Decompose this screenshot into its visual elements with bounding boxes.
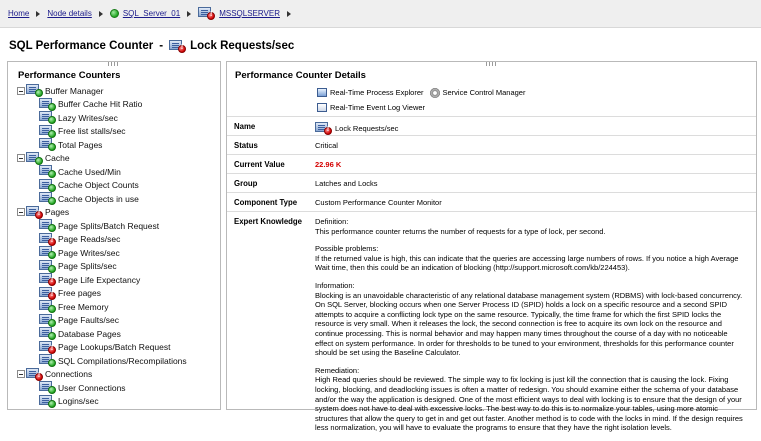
page-title-counter: Lock Requests/sec xyxy=(190,40,295,52)
tree-counter-node[interactable] xyxy=(17,233,221,247)
event-log-icon xyxy=(317,103,327,112)
detail-label: Status xyxy=(234,141,258,150)
status-ok-icon xyxy=(110,9,119,18)
event-log-label: Real-Time Event Log Viewer xyxy=(330,103,426,112)
tree-counter-node[interactable] xyxy=(17,314,221,328)
service-control-label: Service Control Manager xyxy=(442,88,526,97)
knowledge-information: Information: Blocking is an unavoidable characteristic of any relational database management system (RDBMS) with lock-based concurrency. On SQL Server, blocking occurs when one Server Process ID (SPID) holds a lock on a specific resource and a second SPID attempts to acquire a conflicting lock type on the same resource. Typically, the time frame for which the first SPID locks the resource is very small. When it releases the lock, the second connection is free to acquire its own lock on the resource and continue processing. This is normal behavior and may happen many times throughout the course of a day with no noticeable effect on system performance. In order for thresholds to be tuned to your environment, thresholds for this performance counter should be set using the Baseline Calculator. xyxy=(315,280,743,358)
counter-ok-icon xyxy=(39,138,56,151)
tree-node-label: Free Memory xyxy=(58,301,109,312)
service-control-link[interactable] xyxy=(430,88,526,98)
detail-row-status xyxy=(227,135,756,154)
collapse-icon[interactable] xyxy=(17,154,25,162)
knowledge-remediation: Remediation: High Read queries should be reviewed. The simple way to fix locking is just kill the connection that is causing the lock. Fixing locking, blocking, and deadlocking issues is often a matter of redesign. You should examine either the schema of your database and/or the way the application is designed. One of the most efficient ways to deal with locking is to ensure that the design of your system does not have to deal with excessive locks. The best way to do this is to normalize your tables, using more atomic structures that allow the query to get in and get out faster. Another method is to code with the locks in mind. If the design requires less normalization, you will have to evaluate the programs to ensure that they have the right isolation levels. xyxy=(315,365,743,433)
resize-grip-icon[interactable] xyxy=(486,62,498,66)
chevron-right-icon xyxy=(99,11,103,17)
tree-node-label: Cache Object Counts xyxy=(58,180,139,191)
tree-group-node[interactable] xyxy=(17,368,221,382)
detail-value-current: 22.96 K xyxy=(315,160,342,169)
tree-counter-node[interactable] xyxy=(17,273,221,287)
detail-value-name: Lock Requests/sec xyxy=(335,123,399,133)
tree-node-label: Page Splits/Batch Request xyxy=(58,220,160,231)
counter-ok-icon xyxy=(39,219,56,232)
detail-label: Group xyxy=(234,179,258,188)
counter-ok-icon xyxy=(39,246,56,259)
tree-node-label: Total Pages xyxy=(58,139,103,150)
breadcrumb-server[interactable] xyxy=(110,9,180,18)
detail-value-status: Critical xyxy=(315,141,338,150)
tree-counter-node[interactable] xyxy=(17,287,221,301)
detail-row-name xyxy=(227,116,756,135)
counter-ok-icon xyxy=(39,300,56,313)
tree-counter-node[interactable] xyxy=(17,381,221,395)
gear-icon xyxy=(430,88,440,98)
tree-node-label: Page Writes/sec xyxy=(58,247,120,258)
detail-label: Current Value xyxy=(234,160,285,169)
detail-value-wrap xyxy=(315,117,756,135)
detail-value-group: Latches and Locks xyxy=(315,179,378,188)
breadcrumb-home-link[interactable]: Home xyxy=(8,9,30,18)
counter-ok-icon xyxy=(39,111,56,124)
detail-label: Component Type xyxy=(234,198,298,207)
tree-counter-node[interactable] xyxy=(17,192,221,206)
tree-counter-node[interactable] xyxy=(17,125,221,139)
details-table xyxy=(227,116,756,441)
counter-ok-icon xyxy=(39,260,56,273)
tree-node-label: Page Splits/sec xyxy=(58,261,117,272)
breadcrumb-instance[interactable] xyxy=(198,7,280,20)
counter-ok-icon xyxy=(39,125,56,138)
tree-counter-node[interactable] xyxy=(17,300,221,314)
counter-critical-icon xyxy=(315,122,332,135)
detail-row-current-value xyxy=(227,154,756,173)
collapse-icon[interactable] xyxy=(17,208,25,216)
counter-ok-icon xyxy=(39,192,56,205)
tree-counter-node[interactable] xyxy=(17,219,221,233)
tree-node-label: User Connections xyxy=(58,382,126,393)
tree-counter-node[interactable] xyxy=(17,138,221,152)
tree-counter-node[interactable] xyxy=(17,260,221,274)
panel-title: Performance Counters xyxy=(18,70,121,81)
tree-node-label: Free pages xyxy=(58,288,101,299)
chevron-right-icon xyxy=(287,11,291,17)
counter-critical-icon xyxy=(26,368,43,381)
breadcrumb-node-details-link[interactable]: Node details xyxy=(47,9,92,18)
tree-node-label: Page Reads/sec xyxy=(58,234,121,245)
tree-counter-node[interactable] xyxy=(17,179,221,193)
tree-counter-node[interactable] xyxy=(17,341,221,355)
tree-node-label: Pages xyxy=(45,207,70,218)
tree-node-label: Cache Used/Min xyxy=(58,166,121,177)
tree-node-label: Page Lookups/Batch Request xyxy=(58,342,171,353)
tree-node-label: Logins/sec xyxy=(58,396,99,407)
counter-critical-icon xyxy=(39,273,56,286)
counter-tree xyxy=(17,84,221,408)
counter-critical-icon xyxy=(39,341,56,354)
breadcrumb-instance-link[interactable]: MSSQLSERVER xyxy=(219,9,280,18)
tree-counter-node[interactable] xyxy=(17,165,221,179)
tree-node-label: Buffer Cache Hit Ratio xyxy=(58,99,143,110)
counter-ok-icon xyxy=(39,98,56,111)
detail-row-component-type xyxy=(227,192,756,211)
counter-ok-icon xyxy=(39,354,56,367)
detail-value-type: Custom Performance Counter Monitor xyxy=(315,198,442,207)
sql-instance-icon xyxy=(198,7,215,20)
detail-label: Expert Knowledge xyxy=(234,217,303,226)
panel-title: Performance Counter Details xyxy=(235,70,366,81)
tree-node-label: Connections xyxy=(45,369,93,380)
breadcrumb-server-link[interactable]: SQL_Server_01 xyxy=(122,9,181,18)
event-log-link[interactable] xyxy=(317,103,425,112)
detail-row-expert-knowledge xyxy=(227,211,756,441)
counter-details-panel xyxy=(226,61,757,433)
expert-knowledge-text xyxy=(315,212,756,441)
tree-counter-node[interactable] xyxy=(17,354,221,368)
tree-counter-node[interactable] xyxy=(17,111,221,125)
tree-node-label: Free list stalls/sec xyxy=(58,126,126,137)
counter-ok-icon xyxy=(39,165,56,178)
chevron-right-icon xyxy=(36,11,40,17)
knowledge-problems: Possible problems: If the returned value is high, this can indicate that the queries are accessing large numbers of rows. If you notice a high Average Wait time, then this could be an indication of blocking (http://support.microsoft.com/kb/224453). xyxy=(315,244,739,273)
counter-ok-icon xyxy=(26,152,43,165)
counter-critical-icon xyxy=(26,206,43,219)
tree-node-label: Cache xyxy=(45,153,70,164)
counter-critical-icon xyxy=(39,287,56,300)
performance-counters-panel xyxy=(7,61,221,410)
tree-group-node[interactable] xyxy=(17,206,221,220)
counter-ok-icon xyxy=(39,395,56,408)
resize-grip-icon[interactable] xyxy=(108,62,120,66)
detail-row-group xyxy=(227,173,756,192)
tree-node-label: Page Faults/sec xyxy=(58,315,119,326)
tree-counter-node[interactable] xyxy=(17,98,221,112)
collapse-icon[interactable] xyxy=(17,370,25,378)
page-title-section: SQL Performance Counter xyxy=(9,40,154,52)
counter-critical-icon xyxy=(39,233,56,246)
tree-counter-node[interactable] xyxy=(17,395,221,409)
counter-ok-icon xyxy=(39,327,56,340)
tree-node-label: Page Life Expectancy xyxy=(58,274,141,285)
counter-ok-icon xyxy=(39,314,56,327)
tree-node-label: Cache Objects in use xyxy=(58,193,139,204)
quick-links xyxy=(317,85,531,115)
process-explorer-label: Real-Time Process Explorer xyxy=(330,88,424,97)
tree-counter-node[interactable] xyxy=(17,246,221,260)
breadcrumb xyxy=(0,0,761,28)
counter-ok-icon xyxy=(39,381,56,394)
detail-name-line xyxy=(315,122,746,135)
counter-ok-icon xyxy=(26,84,43,97)
page-title xyxy=(9,37,294,55)
tree-node-label: SQL Compilations/Recompilations xyxy=(58,355,187,366)
detail-label: Name xyxy=(234,122,256,131)
counter-critical-icon xyxy=(169,40,186,53)
page-title-separator: - xyxy=(159,40,164,52)
tree-node-label: Database Pages xyxy=(58,328,121,339)
collapse-icon[interactable] xyxy=(17,87,25,95)
tree-group-node[interactable] xyxy=(17,84,221,98)
process-explorer-icon xyxy=(317,88,327,97)
tree-group-node[interactable] xyxy=(17,152,221,166)
tree-node-label: Buffer Manager xyxy=(45,85,104,96)
counter-ok-icon xyxy=(39,179,56,192)
tree-counter-node[interactable] xyxy=(17,327,221,341)
chevron-right-icon xyxy=(187,11,191,17)
tree-node-label: Lazy Writes/sec xyxy=(58,112,118,123)
process-explorer-link[interactable] xyxy=(317,88,424,97)
knowledge-definition: Definition: This performance counter returns the number of requests for a type of lock, per second. xyxy=(315,217,606,236)
